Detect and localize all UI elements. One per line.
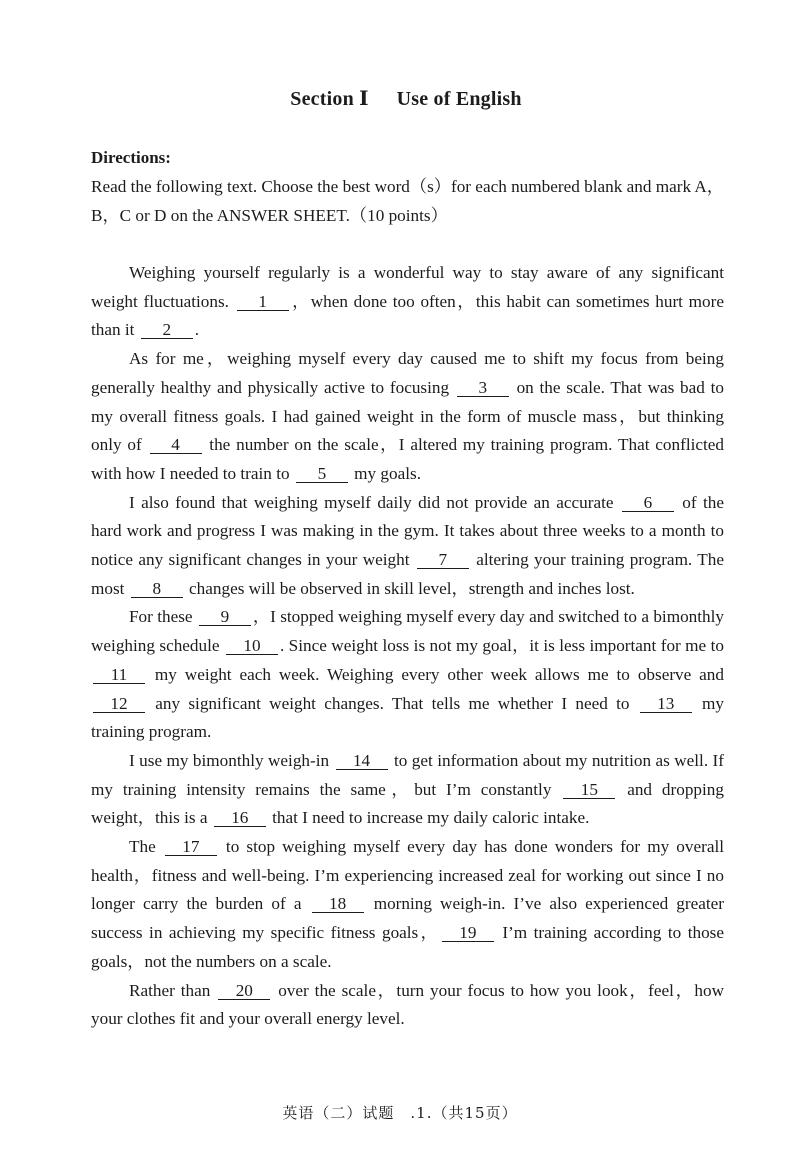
blank-12: 12 [93, 695, 145, 713]
passage-text: to get information about my nutrition as well. If my training intensity remains the same，but I’m constantly [91, 750, 724, 799]
blank-16: 16 [214, 809, 266, 827]
passage-text: changes will be observed in skill level，strength and inches lost. [184, 578, 635, 598]
blank-14: 14 [336, 752, 388, 770]
blank-9: 9 [199, 608, 251, 626]
blank-6: 6 [622, 494, 674, 512]
passage-text: that I need to increase my daily caloric intake. [267, 808, 590, 828]
passage-paragraph [91, 747, 724, 833]
passage-text: of the hard work and progress I was making in the gym. It takes about three weeks to a month to notice any significant changes in your weight [91, 492, 724, 570]
blank-18: 18 [312, 895, 364, 913]
blank-10: 10 [226, 637, 278, 655]
passage-text: I also found that weighing myself daily did not provide an accurate [129, 492, 620, 512]
section-number: Section Ⅰ [290, 88, 369, 110]
passage-text: I’m training according to those goals，not the numbers on a scale. [91, 923, 724, 971]
blank-4: 4 [150, 436, 202, 454]
passage-text: altering your training program. The most [91, 550, 724, 598]
passage-text: on the scale. That was bad to my overall fitness goals. I had gained weight in the form of muscle mass，but thinking only of [91, 377, 724, 455]
passage-text: my goals. [349, 463, 422, 483]
passage-text: The [129, 837, 163, 857]
passage-text: Rather than [129, 980, 217, 1000]
passage-text: morning weigh-in. I’ve also experienced greater success in achieving my specific fitness goals， [91, 894, 724, 943]
section-name: Use of English [396, 88, 522, 110]
passage-paragraph [91, 345, 724, 489]
blank-2: 2 [141, 321, 193, 339]
passage-text: any significant weight changes. That tells me whether I need to [147, 693, 638, 713]
passage-text: to stop weighing myself every day has done wonders for my overall health，fitness and well-being. I’m experiencing increased zeal for working out since I no longer carry the burden of a [91, 837, 724, 914]
blank-13: 13 [640, 695, 692, 713]
blank-7: 7 [417, 551, 469, 569]
blank-15: 15 [563, 781, 615, 799]
passage-paragraph [91, 603, 724, 747]
passage-text: and dropping weight，this is a [91, 779, 724, 828]
passage-paragraph [91, 833, 724, 977]
directions-text: Read the following text. Choose the best word（s）for each numbered blank and mark A，B，C or D on the ANSWER SHEET.（10 points） [91, 177, 724, 225]
passage-text: . [194, 320, 200, 340]
passage-paragraph [91, 489, 724, 604]
passage-text: As for me，weighing myself every day caused me to shift my focus from being generally healthy and physically active to focusing [91, 349, 724, 397]
blank-8: 8 [131, 580, 183, 598]
page-footer: 英语（二）试题 .1.（共15页） [282, 1104, 518, 1122]
blank-20: 20 [218, 982, 270, 1000]
cloze-passage [91, 259, 724, 1034]
passage-text: . Since weight loss is not my goal，it is less important for me to [279, 636, 724, 656]
passage-text: ，when done too often，this habit can sometimes hurt more than it [91, 291, 724, 340]
blank-11: 11 [93, 666, 145, 684]
directions-label: Directions: [91, 148, 171, 167]
passage-text: ，I stopped weighing myself every day and switched to a bimonthly weighing schedule [91, 607, 724, 656]
passage-text: my training program. [91, 693, 724, 742]
blank-1: 1 [237, 293, 289, 311]
passage-paragraph [91, 977, 724, 1034]
passage-text: my weight each week. Weighing every other week allows me to observe and [147, 664, 724, 684]
blank-3: 3 [457, 379, 509, 397]
passage-text: the number on the scale，I altered my training program. That conflicted with how I needed to train to [91, 435, 725, 483]
section-title [0, 86, 800, 111]
passage-text: I use my bimonthly weigh-in [129, 750, 334, 770]
blank-19: 19 [442, 924, 494, 942]
blank-17: 17 [165, 838, 217, 856]
passage-text: Weighing yourself regularly is a wonderful way to stay aware of any significant weight fluctuations. [91, 263, 724, 311]
passage-text: For these [129, 607, 197, 627]
passage-text: over the scale，turn your focus to how you look，feel，how your clothes fit and your overall energy level. [91, 980, 724, 1029]
passage-paragraph [91, 259, 724, 345]
blank-5: 5 [296, 465, 348, 483]
